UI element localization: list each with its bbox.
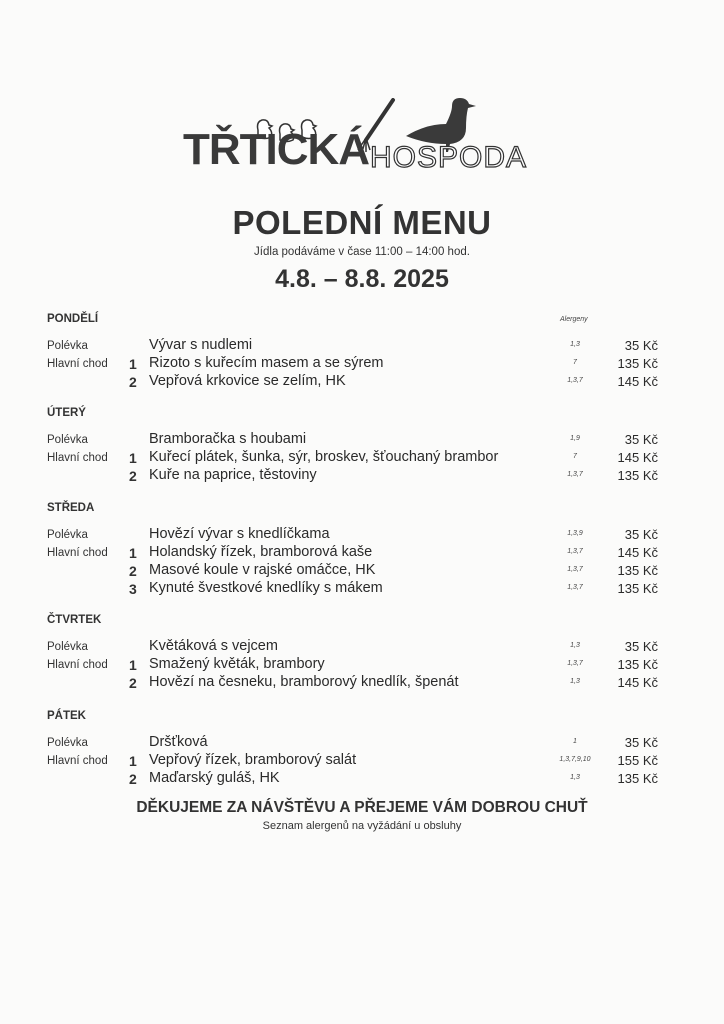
serving-hours: Jídla podáváme v čase 11:00 – 14:00 hod. bbox=[254, 246, 470, 258]
item-dish: Kynuté švestkové knedlíky s mákem bbox=[149, 580, 383, 596]
item-number: 2 bbox=[129, 468, 137, 484]
item-category: Polévka bbox=[47, 434, 88, 446]
menu-item bbox=[0, 467, 724, 485]
menu-item bbox=[0, 674, 724, 692]
menu-item bbox=[0, 373, 724, 391]
item-category: Hlavní chod bbox=[47, 659, 108, 671]
item-allergens: 7 bbox=[573, 453, 577, 460]
item-allergens: 1,3,7 bbox=[567, 566, 583, 573]
item-price: 145 Kč bbox=[617, 374, 658, 389]
item-allergens: 1,3 bbox=[570, 642, 580, 649]
item-dish: Dršťková bbox=[149, 734, 208, 750]
item-number: 3 bbox=[129, 581, 137, 597]
item-number: 1 bbox=[129, 657, 137, 673]
menu-item bbox=[0, 656, 724, 674]
item-dish: Vepřová krkovice se zelím, HK bbox=[149, 373, 346, 389]
item-category: Hlavní chod bbox=[47, 358, 108, 370]
item-price: 35 Kč bbox=[624, 338, 658, 353]
item-price: 135 Kč bbox=[617, 356, 658, 371]
date-range: 4.8. – 8.8. 2025 bbox=[275, 265, 449, 293]
item-dish: Maďarský guláš, HK bbox=[149, 770, 280, 786]
item-allergens: 1,3,7 bbox=[567, 377, 583, 384]
item-number: 1 bbox=[129, 450, 137, 466]
item-allergens: 1,3 bbox=[570, 774, 580, 781]
item-allergens: 1,3,9 bbox=[567, 530, 583, 537]
item-dish: Hovězí na česneku, bramborový knedlík, špenát bbox=[149, 674, 459, 690]
item-price: 145 Kč bbox=[617, 545, 658, 560]
item-price: 35 Kč bbox=[624, 735, 658, 750]
day-name: PÁTEK bbox=[47, 710, 86, 722]
menu-item bbox=[0, 752, 724, 770]
item-allergens: 1,3,7 bbox=[567, 471, 583, 478]
menu-item bbox=[0, 734, 724, 752]
item-allergens: 1,3,7 bbox=[567, 660, 583, 667]
item-allergens: 1,3 bbox=[570, 341, 580, 348]
day-name: ČTVRTEK bbox=[47, 614, 102, 626]
allergen-note: Seznam alergenů na vyžádání u obsluhy bbox=[262, 820, 462, 832]
item-price: 135 Kč bbox=[617, 657, 658, 672]
item-category: Polévka bbox=[47, 737, 88, 749]
item-dish: Kuře na paprice, těstoviny bbox=[149, 467, 317, 483]
item-dish: Vepřový řízek, bramborový salát bbox=[149, 752, 357, 768]
item-dish: Kuřecí plátek, šunka, sýr, broskev, šťouchaný brambor bbox=[149, 449, 499, 465]
menu-item bbox=[0, 449, 724, 467]
menu-item bbox=[0, 337, 724, 355]
allergen-column-header: Alergeny bbox=[560, 316, 588, 323]
item-price: 135 Kč bbox=[617, 581, 658, 596]
day-name: PONDĚLÍ bbox=[47, 313, 99, 325]
item-price: 135 Kč bbox=[617, 563, 658, 578]
item-dish: Masové koule v rajské omáčce, HK bbox=[149, 562, 376, 578]
page-title: POLEDNÍ MENU bbox=[232, 204, 492, 241]
item-number: 2 bbox=[129, 771, 137, 787]
menu-item bbox=[0, 580, 724, 598]
item-allergens: 1,9 bbox=[570, 435, 580, 442]
menu-item bbox=[0, 770, 724, 788]
item-category: Hlavní chod bbox=[47, 547, 108, 559]
item-category: Polévka bbox=[47, 529, 88, 541]
item-price: 145 Kč bbox=[617, 675, 658, 690]
logo-text-sub: HOSPODA bbox=[370, 141, 528, 174]
logo-text-main: TŘTICKÁ bbox=[183, 125, 370, 174]
item-number: 2 bbox=[129, 675, 137, 691]
item-number: 1 bbox=[129, 356, 137, 372]
item-category: Hlavní chod bbox=[47, 755, 108, 767]
item-category: Polévka bbox=[47, 641, 88, 653]
item-price: 35 Kč bbox=[624, 432, 658, 447]
item-allergens: 1,3,7 bbox=[567, 548, 583, 555]
day-name: STŘEDA bbox=[47, 502, 95, 514]
item-allergens: 1 bbox=[573, 738, 577, 745]
item-number: 2 bbox=[129, 563, 137, 579]
menu-item bbox=[0, 526, 724, 544]
item-price: 35 Kč bbox=[624, 527, 658, 542]
item-price: 145 Kč bbox=[617, 450, 658, 465]
item-allergens: 1,3,7 bbox=[567, 584, 583, 591]
restaurant-logo bbox=[180, 98, 540, 178]
item-dish: Smažený květák, brambory bbox=[149, 656, 325, 672]
item-dish: Holandský řízek, bramborová kaše bbox=[149, 544, 373, 560]
item-dish: Květáková s vejcem bbox=[149, 638, 278, 654]
day-name: ÚTERÝ bbox=[47, 407, 86, 419]
menu-item bbox=[0, 431, 724, 449]
item-number: 1 bbox=[129, 753, 137, 769]
item-dish: Hovězí vývar s knedlíčkama bbox=[149, 526, 330, 542]
item-price: 135 Kč bbox=[617, 771, 658, 786]
item-price: 155 Kč bbox=[617, 753, 658, 768]
menu-item bbox=[0, 638, 724, 656]
item-category: Hlavní chod bbox=[47, 452, 108, 464]
item-category: Polévka bbox=[47, 340, 88, 352]
item-allergens: 1,3 bbox=[570, 678, 580, 685]
menu-item bbox=[0, 544, 724, 562]
thank-you-message: DĚKUJEME ZA NÁVŠTĚVU A PŘEJEME VÁM DOBROU CHUŤ bbox=[136, 799, 588, 816]
menu-item bbox=[0, 355, 724, 373]
item-price: 35 Kč bbox=[624, 639, 658, 654]
item-allergens: 1,3,7,9,10 bbox=[559, 756, 591, 763]
item-dish: Vývar s nudlemi bbox=[149, 337, 253, 353]
menu-item bbox=[0, 562, 724, 580]
item-number: 2 bbox=[129, 374, 137, 390]
item-price: 135 Kč bbox=[617, 468, 658, 483]
item-dish: Bramboračka s houbami bbox=[149, 431, 307, 447]
item-dish: Rizoto s kuřecím masem a se sýrem bbox=[149, 355, 384, 371]
item-number: 1 bbox=[129, 545, 137, 561]
item-allergens: 7 bbox=[573, 359, 577, 366]
